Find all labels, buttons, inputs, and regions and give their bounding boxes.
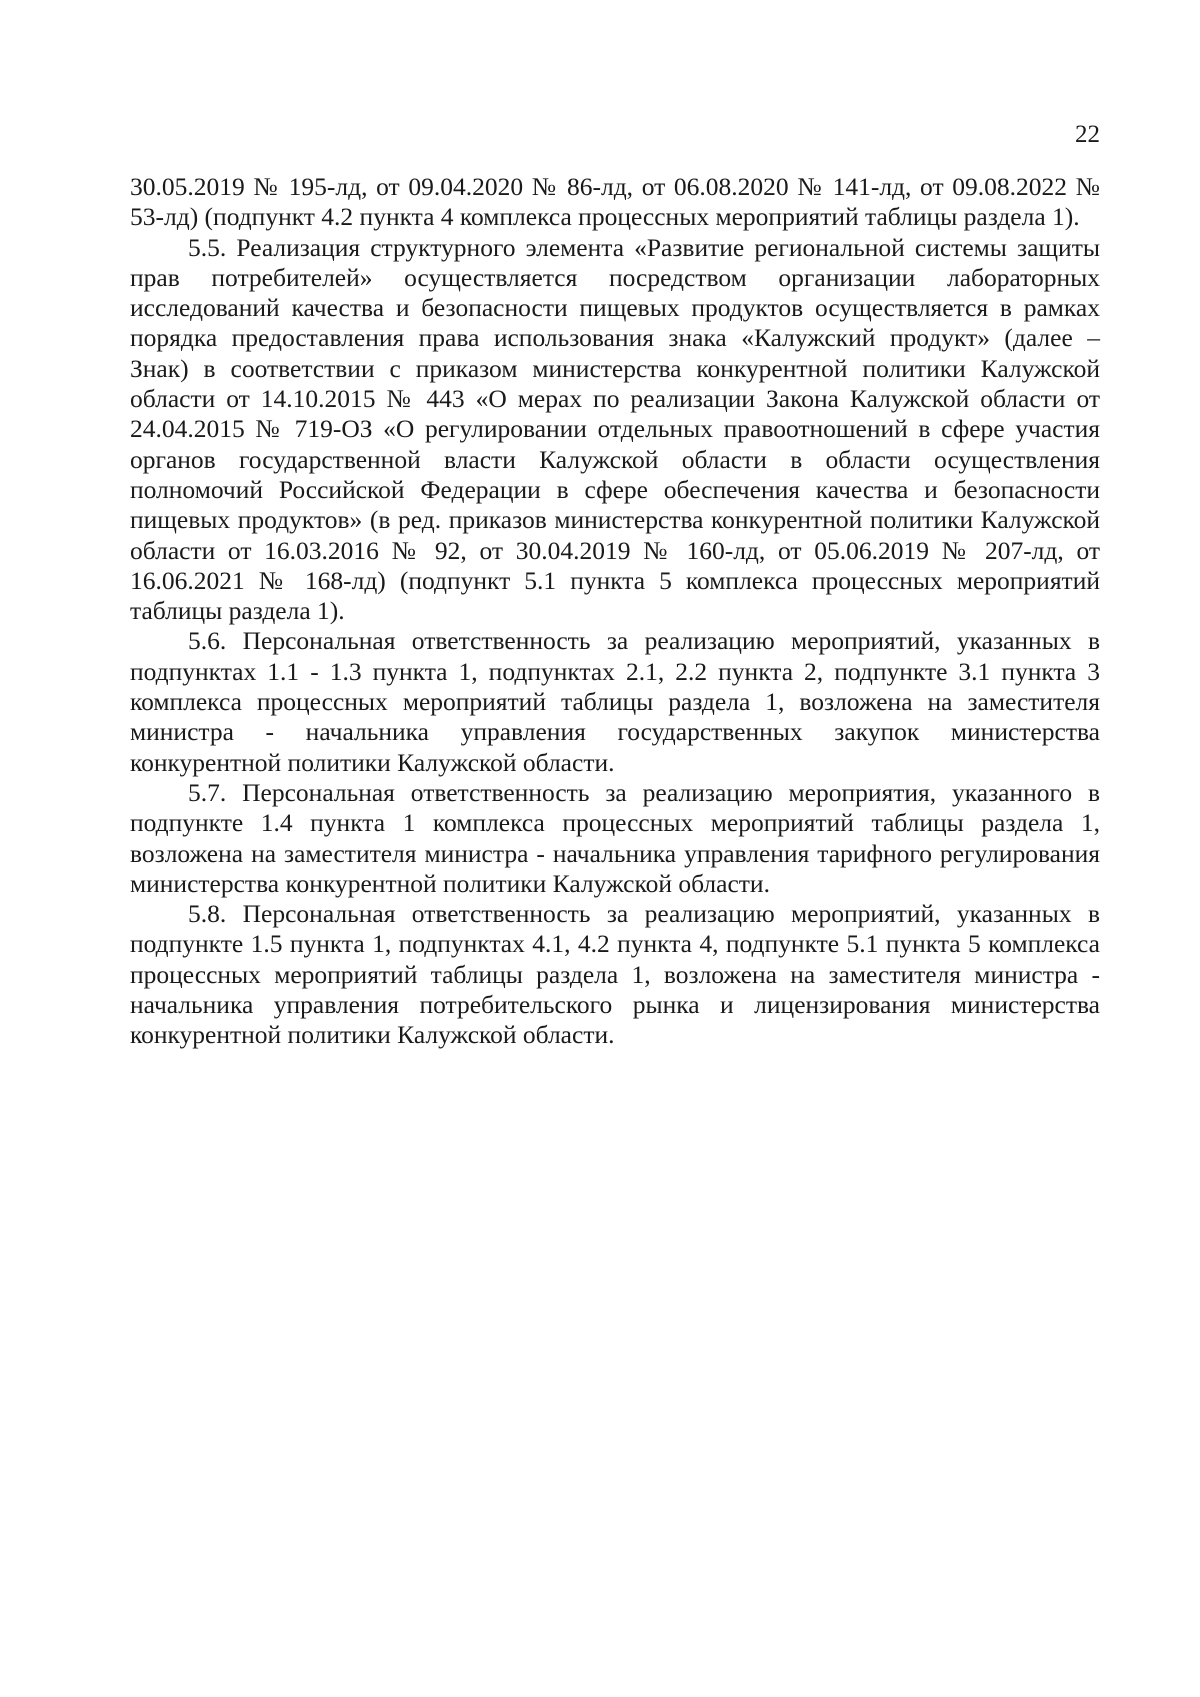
paragraph-5-5: 5.5. Реализация структурного элемента «Развитие региональной системы защиты прав потребителей» осуществляется посредством организации лабораторных исследований качества и безопасности пищевых продуктов осуществляется в рамках порядка предоставления права использования знака «Калужский продукт» (далее – Знак) в соответствии с приказом министерства конкурентной политики Калужской области от 14.10.2015 № 443 «О мерах по реализации Закона Калужской области от 24.04.2015 № 719-ОЗ «О регулировании отдельных правоотношений в сфере участия органов государственной власти Калужской области в области осуществления полномочий Российской Федерации в сфере обеспечения качества и безопасности пищевых продуктов» (в ред. приказов министерства конкурентной политики Калужской области от 16.03.2016 № 92, от 30.04.2019 № 160-лд, от 05.06.2019 № 207-лд, от 16.06.2021 № 168-лд) (подпункт 5.1 пункта 5 комплекса процессных мероприятий таблицы раздела 1). — [130, 232, 1100, 626]
page-number: 22 — [1075, 121, 1100, 148]
paragraph-5-8: 5.8. Персональная ответственность за реализацию мероприятий, указанных в подпункте 1.5 пункта 1, подпунктах 4.1, 4.2 пункта 4, подпункте 5.1 пункта 5 комплекса процессных мероприятий таблицы раздела 1, возложена на заместителя министра - начальника управления потребительского рынка и лицензирования министерства конкурентной политики Калужской области. — [130, 899, 1100, 1050]
document-body — [130, 172, 1100, 1051]
paragraph-continuation: 30.05.2019 № 195-лд, от 09.04.2020 № 86-лд, от 06.08.2020 № 141-лд, от 09.08.2022 № 53-лд) (подпункт 4.2 пункта 4 комплекса процессных мероприятий таблицы раздела 1). — [130, 172, 1100, 232]
paragraph-5-7: 5.7. Персональная ответственность за реализацию мероприятия, указанного в подпункте 1.4 пункта 1 комплекса процессных мероприятий таблицы раздела 1, возложена на заместителя министра - начальника управления тарифного регулирования министерства конкурентной политики Калужской области. — [130, 777, 1100, 898]
paragraph-5-6: 5.6. Персональная ответственность за реализацию мероприятий, указанных в подпунктах 1.1 - 1.3 пункта 1, подпунктах 2.1, 2.2 пункта 2, подпункте 3.1 пункта 3 комплекса процессных мероприятий таблицы раздела 1, возложена на заместителя министра - начальника управления государственных закупок министерства конкурентной политики Калужской области. — [130, 626, 1100, 777]
